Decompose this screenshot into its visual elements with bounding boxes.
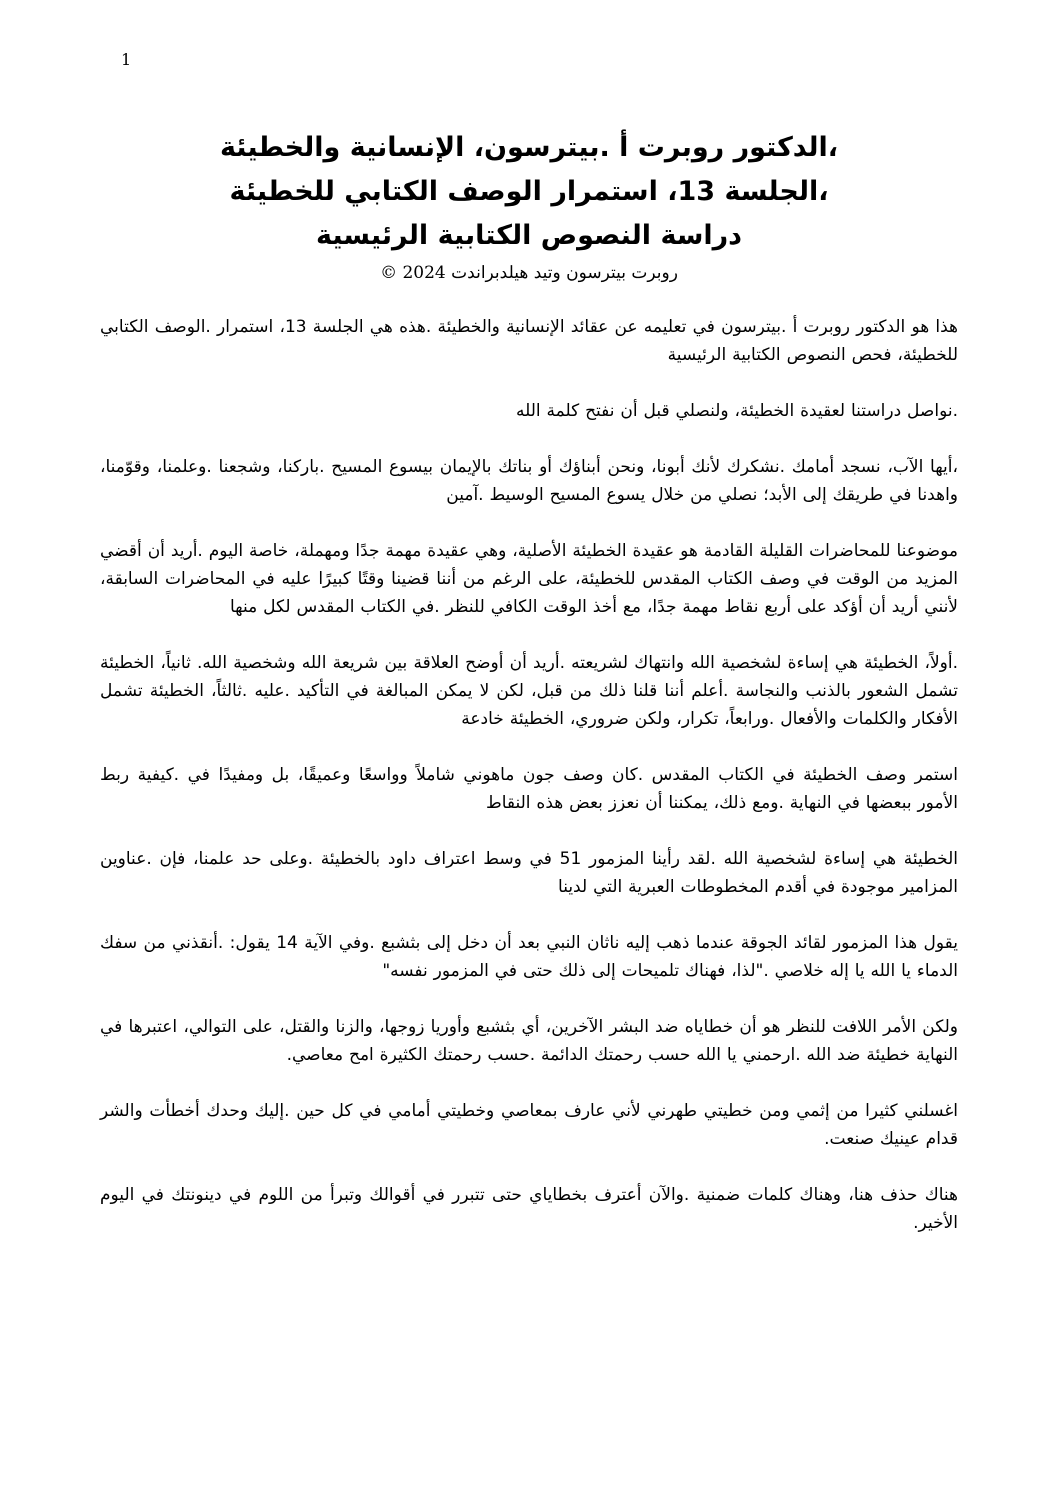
body-paragraph: .أولاً، الخطيئة هي إساءة لشخصية الله وانتهاك لشريعته .أريد أن أوضح العلاقة بين شريعة الله وشخصية الله. ثانياً، الخطيئة تشمل الشعور بالذنب والنجاسة .أعلم أننا قلنا ذلك من قبل، لكن لا يمكن المبالغة في التأكيد .عليه .ثالثاً، الخطيئة تشمل الأفكار والكلمات والأفعال .ورابعاً، تكرار، ولكن ضروري، الخطيئة خادعة bbox=[100, 653, 958, 729]
body-paragraph: هذا هو الدكتور روبرت أ .بيترسون في تعليمه عن عقائد الإنسانية والخطيئة .هذه هي الجلسة 13، استمرار .الوصف الكتابي للخطيئة، فحص النصوص الكتابية الرئيسية bbox=[100, 317, 958, 365]
title-line-3: دراسة النصوص الكتابية الرئيسية bbox=[315, 220, 743, 251]
body-paragraph: .نواصل دراستنا لعقيدة الخطيئة، ولنصلي قبل أن نفتح كلمة الله bbox=[515, 401, 958, 421]
body-paragraph: استمر وصف الخطيئة في الكتاب المقدس .كان وصف جون ماهوني شاملاً وواسعًا وعميقًا، بل ومفيدًا في .كيفية ربط الأمور ببعضها في النهاية .ومع ذلك، يمكننا أن نعزز بعض هذه النقاط bbox=[100, 765, 958, 813]
document-content bbox=[100, 126, 958, 1265]
copyright-line: روبرت بيترسون وتيد هيلدبراندت 2024 © bbox=[380, 263, 678, 283]
document-body bbox=[100, 313, 958, 1237]
title-line-1: ،الدكتور روبرت أ .بيترسون، الإنسانية والخطيئة bbox=[219, 132, 839, 163]
document-title bbox=[100, 126, 958, 258]
body-paragraph: ،أيها الآب، نسجد أمامك .نشكرك لأنك أبونا، ونحن أبناؤك أو بناتك بالإيمان بيسوع المسيح .باركنا، وشجعنا .وعلمنا، وقوّمنا، واهدنا في طريقك إلى الأبد؛ نصلي من خلال يسوع المسيح الوسيط .آمين bbox=[100, 457, 958, 505]
document-header bbox=[100, 126, 958, 283]
page-number: 1 bbox=[121, 50, 132, 69]
body-paragraph: ولكن الأمر اللافت للنظر هو أن خطاياه ضد البشر الآخرين، أي بثشبع وأوريا زوجها، والزنا والقتل، على التوالي، اعتبرها في النهاية خطيئة ضد الله .ارحمني يا الله حسب رحمتك الدائمة .حسب رحمتك الكثيرة امح معاصي. bbox=[100, 1017, 958, 1065]
body-paragraph: اغسلني كثيرا من إثمي ومن خطيتي طهرني لأني عارف بمعاصي وخطيتي أمامي في كل حين .إليك وحدك أخطأت والشر قدام عينيك صنعت. bbox=[100, 1101, 958, 1149]
title-line-2: ،الجلسة 13، استمرار الوصف الكتابي للخطيئة bbox=[229, 176, 829, 207]
body-paragraph: الخطيئة هي إساءة لشخصية الله .لقد رأينا المزمور 51 في وسط اعتراف داود بالخطيئة .وعلى حد علمنا، فإن .عناوين المزامير موجودة في أقدم المخطوطات العبرية التي لدينا bbox=[100, 849, 958, 897]
body-paragraph: هناك حذف هنا، وهناك كلمات ضمنية .والآن أعترف بخطاياي حتى تتبرر في أقوالك وتبرأ من اللوم في دينونتك في اليوم الأخير. bbox=[100, 1185, 958, 1233]
body-paragraph: موضوعنا للمحاضرات القليلة القادمة هو عقيدة الخطيئة الأصلية، وهي عقيدة مهمة جدًا ومهملة، خاصة اليوم .أريد أن أقضي المزيد من الوقت في وصف الكتاب المقدس للخطيئة، على الرغم من أننا قضينا وقتًا كبيرًا عليه في المحاضرات السابقة، لأنني أريد أن أؤكد على أربع نقاط مهمة جدًا، مع أخذ الوقت الكافي للنظر .في الكتاب المقدس لكل منها bbox=[100, 541, 958, 617]
body-paragraph: يقول هذا المزمور لقائد الجوقة عندما ذهب إليه ناثان النبي بعد أن دخل إلى بثشبع .وفي الآية 14 يقول: .أنقذني من سفك الدماء يا الله يا إله خلاصي ."لذا، فهناك تلميحات إلى ذلك حتى في المزمور نفسه" bbox=[100, 933, 958, 981]
